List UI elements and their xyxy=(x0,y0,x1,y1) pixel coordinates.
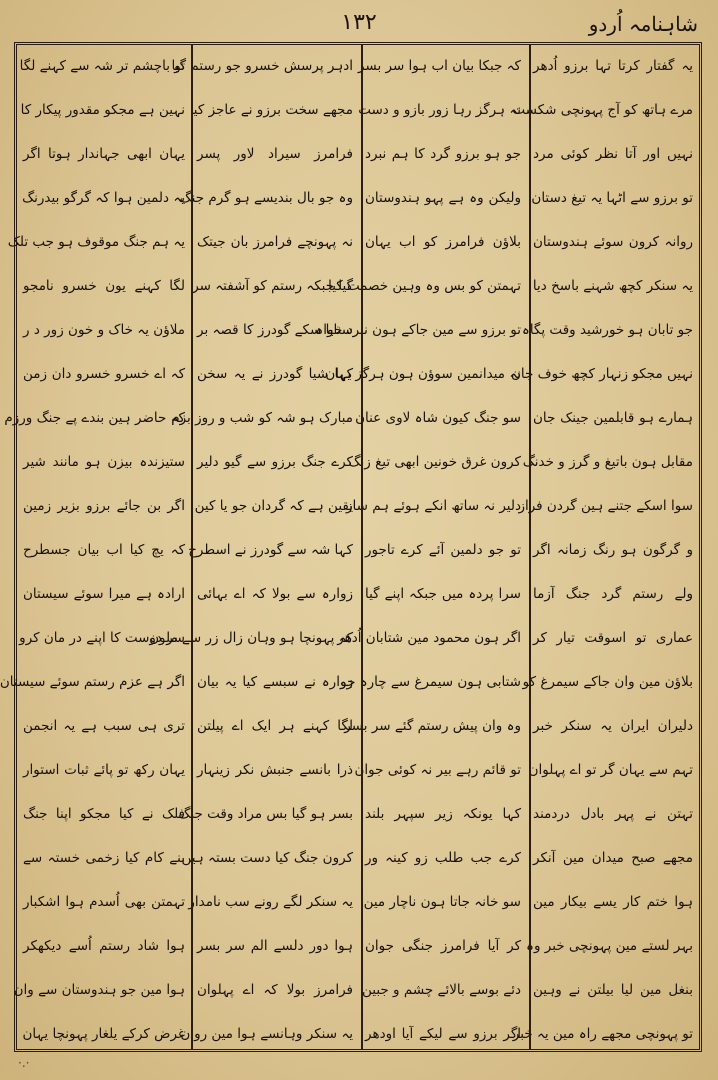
verse-text: کہ اے خسرو خسرو دان زمن xyxy=(23,366,185,382)
verse-line xyxy=(328,271,521,301)
verse-line xyxy=(7,227,185,257)
verse-line xyxy=(4,403,185,433)
verse-line xyxy=(315,315,521,345)
verse-text: تہمتن بھی اُسدم ہوا اشکبار xyxy=(23,894,185,910)
verse-text: ارادہ ہے میرا سوئے سیستان xyxy=(23,586,185,602)
verse-line xyxy=(522,447,693,477)
verse-line xyxy=(526,931,693,961)
verse-text: غرض کرکے یلغار پہونچا یہان xyxy=(22,1026,185,1042)
verse-text: کہ حاضر ہین بندے پے جنگ ورزم xyxy=(4,410,185,426)
verse-text: ولے رستم گرد جنگ آزما xyxy=(533,586,693,602)
verse-line xyxy=(197,711,353,741)
verse-text: کہ پہونچا ہو وہان زال زر سے ملون xyxy=(149,630,353,646)
verse-text: و گرگون ہو رنگ زمانہ اگر xyxy=(533,542,693,558)
verse-line xyxy=(23,139,185,169)
verse-line xyxy=(512,95,693,125)
verse-line xyxy=(533,139,693,169)
verse-line xyxy=(0,667,185,697)
verse-line xyxy=(512,1019,693,1049)
verse-text: فرامرز بولا کہ اے پہلوان xyxy=(197,982,353,998)
verse-text: تہتن نے پہر بادل دردمند xyxy=(533,806,693,822)
verse-line xyxy=(533,535,693,565)
verse-line xyxy=(325,359,521,389)
verse-text: ہوا ختم کار یسے بیکار مین xyxy=(533,894,693,910)
verse-line xyxy=(171,403,353,433)
column-divider xyxy=(361,45,363,1049)
verse-text: یقین ہے کہ گردان جو یا کین xyxy=(194,498,353,514)
verse-line xyxy=(23,755,185,785)
verse-line xyxy=(149,623,353,653)
verse-text: ستیزندہ بیزن ہو مانند شیر xyxy=(23,454,185,470)
verse-line xyxy=(19,623,185,653)
verse-text: یہ سنکر وہانسے ہوا مین روان xyxy=(180,1026,353,1042)
verse-text: سنایا سکے گودرز کا قصہ بر xyxy=(197,322,353,338)
verse-line xyxy=(178,799,353,829)
verse-text: تو برزو سے اٹہا یہ تیغ دستان xyxy=(531,190,693,206)
verse-line xyxy=(197,227,353,257)
verse-text: یہ ہم جنگ موقوف ہو جب تلک xyxy=(7,234,185,250)
text-column-3 xyxy=(149,45,359,1049)
verse-line xyxy=(533,227,693,257)
verse-text: ذرا بانسے جنبش نکر زینہار xyxy=(197,762,353,778)
verse-text: لگا کہنے یون خسرو نامجو xyxy=(23,278,185,294)
verse-line xyxy=(23,447,185,477)
verse-text: تو برزو سے مین جاکے ہون نبرد خواہ xyxy=(315,322,521,338)
corner-mark: ·.· xyxy=(18,1056,30,1070)
verse-text: اگر ہے عزم رستم سوئے سیستان xyxy=(0,674,185,690)
verse-text: تری ہی سبب ہے یہ انجمن xyxy=(23,718,185,734)
verse-text: جو ہو برزو گرد کا ہم نبرد xyxy=(365,146,521,162)
verse-text: فلک نے کیا مجکو اپنا جنگ xyxy=(23,806,185,822)
verse-line xyxy=(20,95,185,125)
verse-text: مبارک ہو شہ کو شب و روز بزم xyxy=(171,410,353,426)
book-title: شاہنامہ اُردو xyxy=(588,12,698,36)
verse-line xyxy=(365,183,521,213)
verse-line xyxy=(23,491,185,521)
verse-text: نہ پہونچے فرامرز بان جیتک xyxy=(197,234,353,250)
text-frame xyxy=(0,42,702,1052)
verse-text: فرامرز سیراد لاور پسر xyxy=(197,146,353,162)
verse-text: نہ ہرگز رہا زور بازو و دست xyxy=(358,102,521,118)
verse-line xyxy=(533,271,693,301)
verse-text: کرے جب طلب زو کینہ ور xyxy=(365,850,521,866)
verse-text: تو پہونچی مجھے راہ مین یہ خبر xyxy=(512,1026,693,1042)
verse-line xyxy=(23,887,185,917)
verse-line xyxy=(23,315,185,345)
verse-text: ولیکن وہ ہے پہو ہندوستان xyxy=(365,190,521,206)
verse-text: روانہ کرون سوئے ہندوستان xyxy=(533,234,693,250)
verse-line xyxy=(337,623,521,653)
verse-line xyxy=(365,1019,521,1049)
verse-text: مرے ہاتھ کو آج پہونچی شکست xyxy=(512,102,693,118)
verse-line xyxy=(197,667,353,697)
verse-line xyxy=(358,95,521,125)
verse-text: کہ جبکا بیان اب ہوا سر بسر xyxy=(357,58,521,74)
verse-line xyxy=(194,491,353,521)
verse-line xyxy=(365,579,521,609)
verse-text: کہا شیا گودرز نے یہ سخن xyxy=(197,366,353,382)
verse-text: نہیں اور آتا نظر کوئی مرد xyxy=(533,146,693,162)
verse-text: تہمتن کو بس وہ وہین خصمت کیا xyxy=(328,278,521,294)
verse-text: دلیران ایران یہ سنکر خبر xyxy=(533,718,693,734)
verse-line xyxy=(197,315,353,345)
verse-line xyxy=(23,535,185,565)
verse-line xyxy=(197,579,353,609)
verse-line xyxy=(365,843,521,873)
verse-text: تہم سے یہان گر تو اے پہلوان xyxy=(528,762,693,778)
verse-text: عماری تو اسوقت تیار کر xyxy=(533,630,693,646)
verse-text: یہ سنکر لگے رونے سب نامدار xyxy=(188,894,353,910)
verse-line xyxy=(188,535,353,565)
verse-text: گیا جبکہ رستم کو آشفتہ سر xyxy=(192,278,353,294)
verse-text: تو جو دلمین آئے کرے تاجور xyxy=(365,542,521,558)
verse-text: زوارہ سے بولا کہ اے بہائی xyxy=(197,586,353,602)
verse-text: نہ میدانمین سوؤن ہون ہرگز یہان xyxy=(325,366,521,382)
verse-line xyxy=(365,887,521,917)
verse-text: یہان رکھ تو پائے ثبات استوار xyxy=(23,762,185,778)
verse-line xyxy=(521,315,693,345)
verse-text: شتابی ہون سیمرغ سے چارہ جو xyxy=(340,674,521,690)
verse-line xyxy=(189,95,353,125)
verse-text: جو تابان ہو خورشید وقت پگاہ xyxy=(521,322,693,338)
verse-text: مجھے سخت برزو نے عاجز کیا xyxy=(189,102,353,118)
verse-text: ہمارے ہو قابلمین جینک جان xyxy=(533,410,693,426)
verse-line xyxy=(180,1019,353,1049)
verse-text: سو خانہ جاتا ہون ناچار مین xyxy=(363,894,521,910)
verse-line xyxy=(19,51,185,81)
verse-line xyxy=(533,403,693,433)
verse-line xyxy=(533,975,693,1005)
verse-line xyxy=(533,711,693,741)
verse-text: کر آیا فرامرز جنگی جوان xyxy=(365,938,521,954)
text-column-1 xyxy=(510,45,699,1049)
verse-line xyxy=(197,139,353,169)
verse-line xyxy=(23,183,185,213)
verse-text: بسر ہو گیا بس مراد وقت جنگ xyxy=(178,806,353,822)
verse-text: ہوا مین جو ہندوستان سے وان xyxy=(13,982,185,998)
verse-text: کہ یچ کیا اب بیان جسطرح xyxy=(23,542,185,558)
verse-text: لگا کہنے ہر ایک اے پیلتن xyxy=(197,718,353,734)
verse-line xyxy=(23,799,185,829)
verse-line xyxy=(354,755,521,785)
verse-line xyxy=(528,755,693,785)
column-divider xyxy=(529,45,531,1049)
verse-line xyxy=(365,799,521,829)
verse-text: یہان ابھی جہاندار ہوتا اگر xyxy=(23,146,185,162)
verse-line xyxy=(357,51,521,81)
verse-text: بنے کام کیا زخمی خستہ سے xyxy=(23,850,185,866)
verse-line xyxy=(365,227,521,257)
verse-text: ادہر پرسش خسرو جو رستم گیا xyxy=(171,58,353,74)
verse-text: دئے بوسے بالائے چشم و جبین xyxy=(362,982,521,998)
verse-text: اگر ہون محمود مین شتابان اُدھر xyxy=(337,630,521,646)
text-column-2 xyxy=(315,45,527,1049)
verse-line xyxy=(197,975,353,1005)
verse-line xyxy=(533,183,693,213)
verse-text: زوارہ نے سبسے کیا یہ بیان xyxy=(197,674,353,690)
verse-text: ہوا شاد رستم اُسے دیکھکر xyxy=(23,938,185,954)
verse-line xyxy=(23,843,185,873)
page-header xyxy=(14,8,704,42)
verse-line xyxy=(13,975,185,1005)
verse-text: کہا شہ سے گودرز نے اسطرح xyxy=(188,542,353,558)
verse-line xyxy=(23,271,185,301)
verse-line xyxy=(179,183,353,213)
verse-line xyxy=(23,1019,185,1049)
verse-text: کرون جنگ کیا دست بستہ ہیں xyxy=(181,850,353,866)
verse-text: سو جنگ کیون شاہ لاوی عنان xyxy=(355,410,521,426)
verse-line xyxy=(197,359,353,389)
verse-line xyxy=(510,359,693,389)
verse-text: تو باچشم تر شہ سے کہنے لگا xyxy=(19,58,185,74)
verse-line xyxy=(197,931,353,961)
verse-line xyxy=(197,755,353,785)
verse-line xyxy=(197,447,353,477)
verse-text: اگر برزو سے لیکے آیا اودھر xyxy=(365,1026,521,1042)
verse-text: مجھے صبح میدان مین آنکر xyxy=(533,850,693,866)
verse-line xyxy=(365,139,521,169)
verse-line xyxy=(171,51,353,81)
verse-line xyxy=(522,667,693,697)
verse-text: دلیر نہ ساتھ انکے ہوئے ہم ساز xyxy=(345,498,521,514)
verse-line xyxy=(192,271,353,301)
verse-line xyxy=(181,843,353,873)
column-divider xyxy=(191,45,193,1049)
verse-text: وہ وان پیش رستم گئے سر بسر xyxy=(344,718,521,734)
verse-text: یہ سنکر کچھ شہنے باسخ دیا xyxy=(532,278,693,294)
verse-line xyxy=(23,579,185,609)
verse-line xyxy=(23,931,185,961)
verse-line xyxy=(188,887,353,917)
verse-text: اگر بن جائے برزو بزیر زمین xyxy=(23,498,185,514)
verse-line xyxy=(345,491,521,521)
verse-line xyxy=(23,359,185,389)
verse-text: کرون غرق خونین ابھی تیغ زنگ xyxy=(348,454,521,470)
verse-line xyxy=(23,711,185,741)
verse-line xyxy=(348,447,521,477)
verse-text: وہ جو بال بندیسے ہو گرم جنگ xyxy=(179,190,353,206)
verse-text: بلاؤن فرامرز کو اب یہان xyxy=(365,234,521,250)
verse-text: سر دوست کا اپنے در مان کرو xyxy=(19,630,185,646)
verse-text: نہیں مجکو زنہار کچھ خوف جان xyxy=(510,366,693,382)
verse-text: بلاؤن مین وان جاکے سیمرغ کو xyxy=(522,674,693,690)
verse-text: کہا یونکہ زیر سپہر بلند xyxy=(365,806,521,822)
verse-text: یہ گفتار کرتا تہا برزو اُدھر xyxy=(533,58,693,74)
text-column-4 xyxy=(0,45,191,1049)
verse-line xyxy=(533,579,693,609)
verse-text: ملاؤن یہ خاک و خون زور د ر xyxy=(23,322,185,338)
verse-line xyxy=(533,51,693,81)
verse-line xyxy=(533,799,693,829)
verse-text: ہوا دور دلسے الم سر بسر xyxy=(197,938,353,954)
verse-line xyxy=(344,711,521,741)
verse-line xyxy=(533,843,693,873)
verse-line xyxy=(533,623,693,653)
verse-text: سوا اسکے جتنے ہین گردن فراز xyxy=(518,498,693,514)
verse-line xyxy=(355,403,521,433)
verse-line xyxy=(518,491,693,521)
verse-text: تو قائم رہے بیر نہ کوئی جوان xyxy=(354,762,521,778)
verse-line xyxy=(365,931,521,961)
verse-text: کرے جنگ برزو سے گیو دلیر xyxy=(197,454,353,470)
verse-text: بنغل مین لیا بیلتن نے وہین xyxy=(533,982,693,998)
verse-line xyxy=(362,975,521,1005)
verse-text: سرا پردہ میں جبکہ اپنے گیا xyxy=(365,586,521,602)
verse-line xyxy=(340,667,521,697)
verse-text: بہر لستے مین پہونچی خبر وہ xyxy=(526,938,693,954)
verse-text: مقابل ہون باتیغ و گرز و خدنگ xyxy=(522,454,693,470)
verse-line xyxy=(533,887,693,917)
verse-text: یہ دلمین ہوا کہ گرگو بیدرنگ xyxy=(22,190,185,206)
page-number: ۱۳۲ xyxy=(341,10,377,35)
verse-line xyxy=(365,535,521,565)
verse-text: نہین ہے مجکو مقدور پیکار کا xyxy=(20,102,185,118)
